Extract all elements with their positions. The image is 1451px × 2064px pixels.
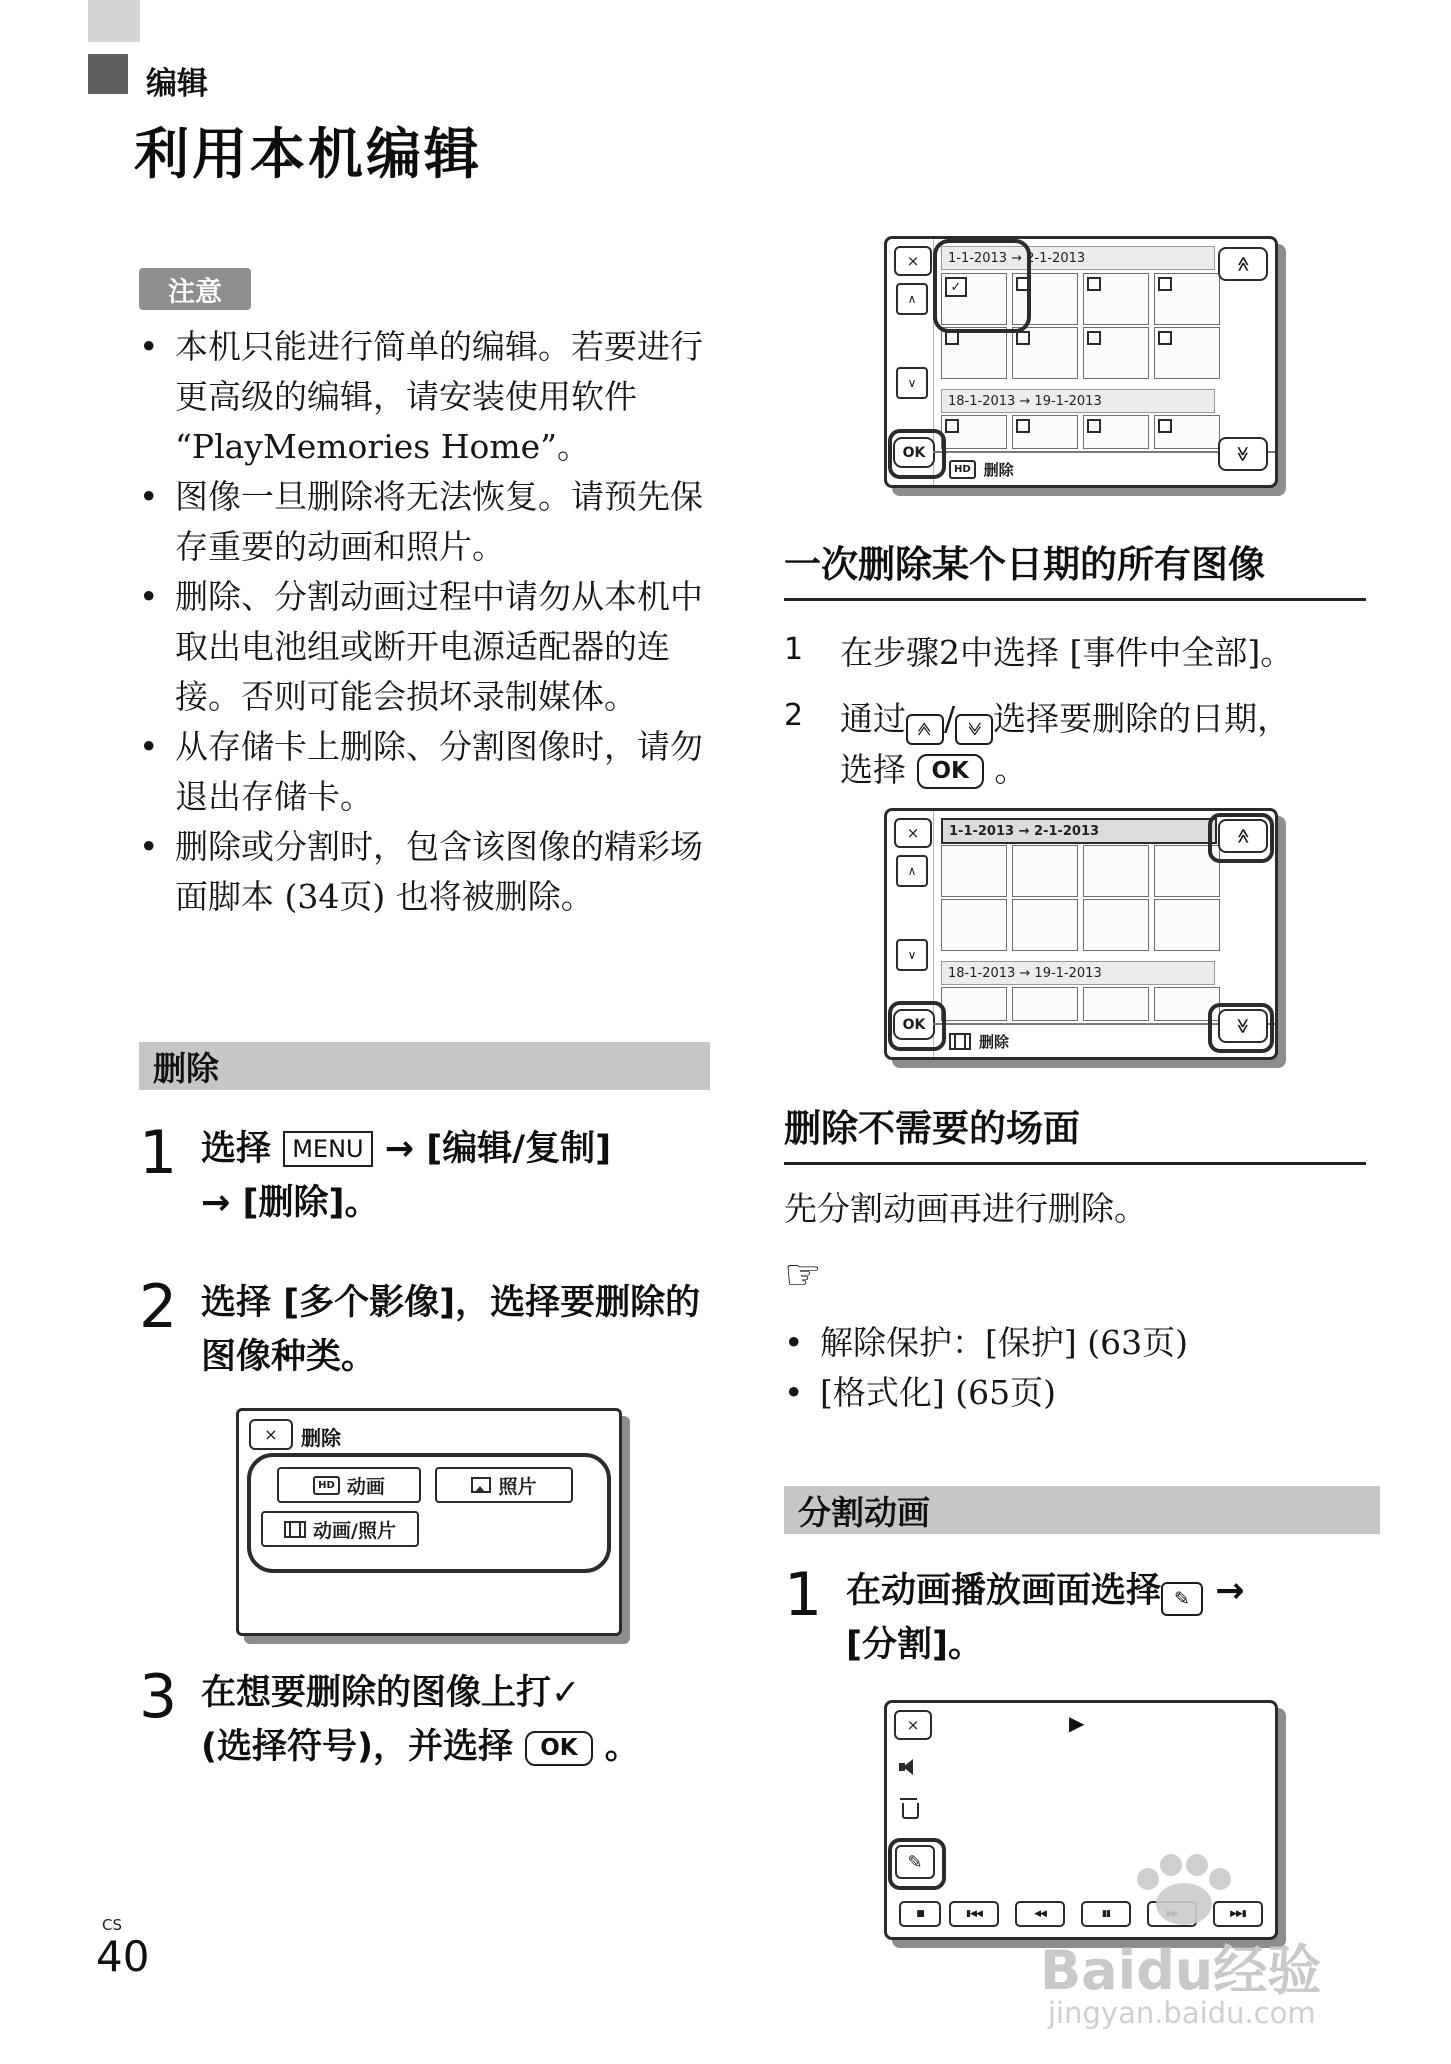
- chevron-up-icon: ∧: [907, 864, 917, 878]
- step-number: 1: [784, 632, 804, 667]
- date-select-screenshot: [884, 808, 1278, 1060]
- step-number: 3: [139, 1662, 178, 1732]
- checkbox-icon: [945, 331, 959, 345]
- thumbnail: [941, 987, 1007, 1021]
- step-text-part: [分割]。: [846, 1625, 983, 1665]
- thumbnail: [1083, 987, 1149, 1021]
- note-bullet: • 图像一旦删除将无法恢复。请预先保存重要的动画和照片。: [139, 472, 705, 572]
- menu-button-label: MENU: [283, 1131, 372, 1167]
- ok-button-label: OK: [902, 444, 926, 461]
- step-text: [840, 694, 1374, 795]
- edit-icon: ✎: [1174, 1588, 1190, 1610]
- thumbnail-row-partial: [941, 415, 1220, 449]
- note-bullet: • 本机只能进行简单的编辑。若要进行更高级的编辑，请安装使用软件“PlayMemories Home”。: [139, 322, 705, 472]
- step-text-part: 在动画播放画面选择: [846, 1571, 1162, 1611]
- step-text: [201, 1122, 705, 1230]
- step-text: 在步骤2中选择 [事件中全部]。: [840, 633, 1294, 672]
- thumbnail: [1012, 273, 1078, 325]
- date-range-bar: 18-1-2013 → 19-1-2013: [941, 389, 1215, 413]
- photo-button-label: 照片: [498, 1475, 537, 1498]
- thumbnail: [1154, 327, 1220, 379]
- unwanted-scene-heading: 删除不需要的场面: [784, 1098, 1366, 1165]
- page-down-button: [1218, 437, 1268, 471]
- step-number: 1: [139, 1118, 178, 1188]
- step-text: [846, 1564, 1374, 1672]
- step-text-part: → [编辑/复制]: [384, 1129, 612, 1169]
- step-text: [201, 1666, 705, 1774]
- thumbnail: [941, 327, 1007, 379]
- thumbnail: [1154, 845, 1220, 897]
- thumbnail: [1154, 899, 1220, 951]
- arrow: →: [1215, 1571, 1245, 1611]
- movie-button-label: 动画: [346, 1475, 385, 1498]
- checkbox-icon: [1158, 331, 1172, 345]
- thumbnail-row-partial: [941, 987, 1220, 1021]
- note-badge: 注意: [139, 268, 251, 310]
- thumbnail: [1012, 327, 1078, 379]
- previous-icon: ▮◀◀: [966, 1909, 982, 1919]
- checkbox-icon: [1158, 419, 1172, 433]
- edit-icon: ✎: [907, 1851, 923, 1873]
- close-button: [894, 1710, 932, 1740]
- step-text-part: 。: [604, 1727, 640, 1767]
- volume-icon: [899, 1759, 919, 1775]
- thumbnail: [1154, 987, 1220, 1021]
- thumbnail: [1083, 899, 1149, 951]
- previous-button: [949, 1901, 999, 1927]
- close-button: [249, 1419, 293, 1450]
- watermark-url: jingyan.baidu.com: [1048, 1996, 1316, 2030]
- thumbnail-row: [941, 845, 1220, 897]
- rewind-button: [1015, 1901, 1065, 1927]
- step-3: [139, 1662, 705, 1774]
- scroll-up-button: [896, 283, 928, 315]
- step-text-part: 选择要删除的日期，: [993, 699, 1291, 738]
- step-1: [784, 628, 1374, 678]
- pointing-hand-icon: ☞: [784, 1250, 822, 1299]
- checkbox-icon: [945, 419, 959, 433]
- thumbnail: [941, 415, 1007, 449]
- language-code: CS: [102, 1916, 122, 1934]
- scroll-up-button: [896, 855, 928, 887]
- page-title: 利用本机编辑: [134, 122, 483, 186]
- ok-button-label: OK: [917, 754, 984, 789]
- next-icon: ▶▶▮: [1230, 1909, 1246, 1919]
- close-icon: ×: [906, 824, 920, 842]
- scroll-down-button: [896, 939, 928, 971]
- chevron-down-icon: ∨: [907, 376, 917, 390]
- page-number: 40: [96, 1932, 150, 1981]
- delete-by-date-heading: 一次删除某个日期的所有图像: [784, 534, 1366, 601]
- step-text-part: → [删除]。: [201, 1183, 380, 1223]
- photo-button: [435, 1467, 573, 1503]
- unwanted-scene-body: 先分割动画再进行删除。: [784, 1189, 1147, 1228]
- delete-label: 删除: [983, 460, 1014, 479]
- scroll-down-button: [896, 367, 928, 399]
- thumbnail-row: [941, 273, 1220, 325]
- checkmark-icon: ✓: [551, 1673, 581, 1713]
- divide-section-header: 分割动画: [784, 1486, 1380, 1534]
- close-button: [894, 818, 932, 848]
- step-number: 2: [139, 1272, 178, 1342]
- date-range-bar-selected: 1-1-2013 → 2-1-2013: [941, 818, 1217, 844]
- page-down-button: [1218, 1009, 1268, 1043]
- close-icon: ×: [906, 252, 920, 270]
- date-range-bar: 18-1-2013 → 19-1-2013: [941, 961, 1215, 985]
- double-chevron-down-icon: ≫: [1233, 1018, 1252, 1034]
- tip-bullet-list: [784, 1318, 1366, 1418]
- thumbnail: [1012, 899, 1078, 951]
- thumbnail-row: [941, 327, 1220, 379]
- thumbnail: [1154, 273, 1220, 325]
- checkbox-icon: [1016, 277, 1030, 291]
- checkbox-icon: [1158, 277, 1172, 291]
- page-down-button: [955, 714, 993, 745]
- movie-photo-button-label: 动画/照片: [313, 1519, 396, 1542]
- hd-badge-icon: HD: [949, 460, 976, 479]
- ok-button: [893, 1009, 935, 1040]
- pause-icon: ▮▮: [1102, 1909, 1110, 1919]
- separator: /: [944, 699, 956, 738]
- step-text-part: (选择符号)，并选择: [201, 1727, 513, 1767]
- dialog-title: 删除: [301, 1426, 341, 1450]
- note-bullet-list: [139, 322, 705, 922]
- movie-photo-button: [261, 1511, 419, 1547]
- double-chevron-down-icon: ≫: [965, 721, 984, 737]
- date-range-bar: 1-1-2013 → 2-1-2013: [941, 246, 1215, 270]
- edit-button: [1161, 1582, 1203, 1616]
- ok-button-label: OK: [902, 1016, 926, 1033]
- double-chevron-down-icon: ≫: [1233, 446, 1252, 462]
- close-icon: ×: [906, 1716, 920, 1734]
- step-text-part: 。: [994, 749, 1028, 789]
- page-up-button: [1218, 819, 1268, 853]
- thumbnail: [1083, 327, 1149, 379]
- movie-photo-icon: [949, 1033, 971, 1050]
- thumbnail: [941, 273, 1007, 325]
- thumbnail: [1012, 987, 1078, 1021]
- section-marker-square: [88, 54, 128, 94]
- rewind-icon: ◀◀: [1034, 1909, 1046, 1919]
- thumbnail: [1083, 415, 1149, 449]
- double-chevron-up-icon: ≫: [1233, 828, 1252, 844]
- note-bullet: • 从存储卡上删除、分割图像时，请勿退出存储卡。: [139, 722, 705, 822]
- tip-bullet: • [格式化] (65页): [784, 1368, 1366, 1418]
- page-up-button: [906, 714, 944, 745]
- step-number: 1: [784, 1560, 823, 1630]
- chevron-up-icon: ∧: [907, 292, 917, 306]
- ok-button-label: OK: [525, 1731, 592, 1766]
- thumbnail: [941, 845, 1007, 897]
- stop-icon: ■: [916, 1909, 924, 1919]
- step-text-part: 在想要删除的图像上打: [201, 1673, 552, 1713]
- thumbnail: [1083, 273, 1149, 325]
- delete-label: 删除: [979, 1032, 1010, 1051]
- double-chevron-up-icon: ≫: [915, 721, 934, 737]
- thumbnail: [1012, 845, 1078, 897]
- ok-button: [893, 437, 935, 468]
- step-2: [784, 694, 1374, 795]
- close-icon: ×: [264, 1425, 278, 1444]
- checkbox-icon: [1087, 331, 1101, 345]
- step-1: [784, 1560, 1374, 1672]
- thumbnail: [1083, 845, 1149, 897]
- watermark-title: Baidu经验: [1040, 1939, 1322, 2002]
- checkbox-icon: [1016, 419, 1030, 433]
- step-number: 2: [784, 698, 804, 733]
- stop-button: [899, 1901, 941, 1927]
- tip-bullet: • 解除保护：[保护] (63页): [784, 1318, 1366, 1368]
- movie-photo-icon: [284, 1521, 306, 1538]
- page-edge-tab: [88, 0, 140, 42]
- delete-section-header: 删除: [139, 1042, 710, 1090]
- movie-button: [277, 1467, 421, 1503]
- step-1: [139, 1118, 705, 1230]
- checkbox-icon: [1016, 331, 1030, 345]
- thumbnail: [941, 899, 1007, 951]
- checkbox-icon: [1087, 419, 1101, 433]
- delete-dialog-screenshot: [236, 1408, 622, 1636]
- thumbnail-row: [941, 899, 1220, 951]
- edit-button: [895, 1845, 935, 1879]
- thumbnail-select-screenshot: [884, 236, 1278, 488]
- step-2: [139, 1272, 705, 1384]
- photo-icon: [471, 1477, 491, 1493]
- checkbox-checked-icon: ✓: [945, 277, 967, 297]
- note-bullet: • 删除、分割动画过程中请勿从本机中取出电池组或断开电源适配器的连接。否则可能会损坏录制媒体。: [139, 572, 705, 722]
- thumbnail: [1012, 415, 1078, 449]
- baidu-paw-logo: [1124, 1846, 1244, 1930]
- chevron-down-icon: ∨: [907, 948, 917, 962]
- note-bullet: • 删除或分割时，包含该图像的精彩场面脚本 (34页) 也将被删除。: [139, 822, 705, 922]
- step-text-part: 选择: [201, 1129, 272, 1169]
- checkbox-icon: [1087, 277, 1101, 291]
- section-tag: 编辑: [146, 66, 208, 102]
- step-text-part: 选择: [840, 749, 906, 789]
- trash-icon: [902, 1803, 919, 1819]
- close-button: [894, 246, 932, 276]
- thumbnail: [1154, 415, 1220, 449]
- page-up-button: [1218, 247, 1268, 281]
- play-indicator-icon: ▶: [1069, 1711, 1085, 1735]
- double-chevron-up-icon: ≫: [1233, 256, 1252, 272]
- step-text-part: 通过: [840, 699, 906, 738]
- step-text: 选择 [多个影像]，选择要删除的图像种类。: [201, 1283, 701, 1377]
- hd-badge-icon: HD: [313, 1476, 340, 1495]
